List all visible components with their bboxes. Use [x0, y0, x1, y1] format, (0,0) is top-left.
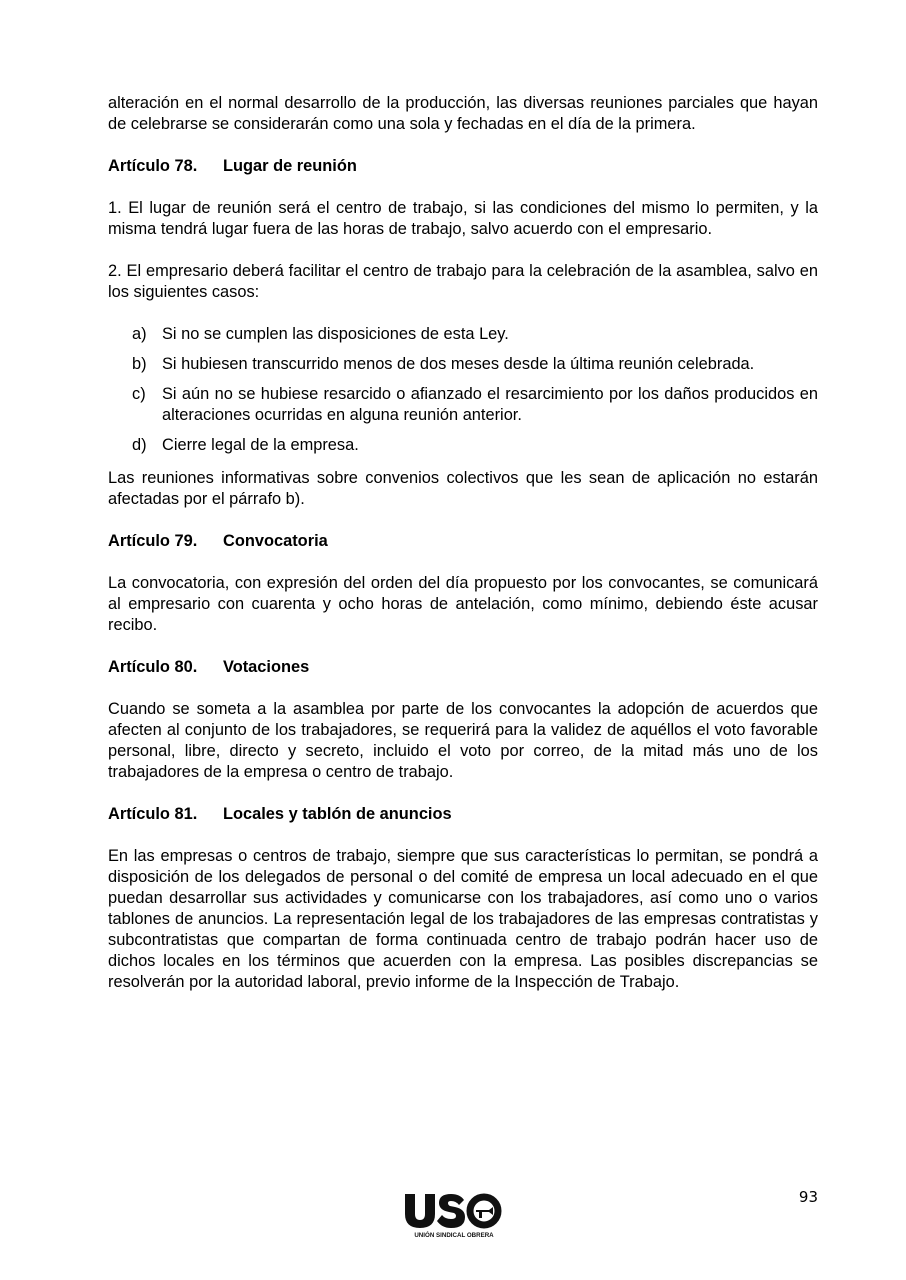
article-79-paragraph-1: La convocatoria, con expresión del orden del día propuesto por los convocantes, se comunicará al empresario con cuarenta y ocho horas de antelación, como mínimo, debiendo éste acusar recibo.: [108, 574, 818, 634]
list-marker: d): [132, 436, 147, 454]
list-marker: b): [132, 355, 147, 373]
article-81-heading: [108, 804, 818, 825]
intro-paragraph: alteración en el normal desarrollo de la producción, las diversas reuniones parciales que hayan de celebrarse se considerarán como una sola y fechadas en el día de la primera.: [108, 94, 818, 133]
article-81-number: Artículo 81.: [108, 805, 198, 823]
article-79-title: Convocatoria: [223, 532, 328, 550]
article-78-closing: Las reuniones informativas sobre convenios colectivos que les sean de aplicación no estarán afectadas por el párrafo b).: [108, 469, 818, 508]
uso-logo-mark: [403, 1190, 505, 1240]
list-item: [108, 435, 818, 456]
list-item-text: Si no se cumplen las disposiciones de esta Ley.: [162, 325, 509, 343]
article-80-heading: [108, 657, 818, 678]
article-79-heading: [108, 531, 818, 552]
article-78-paragraph-2: 2. El empresario deberá facilitar el centro de trabajo para la celebración de la asamblea, salvo en los siguientes casos:: [108, 262, 818, 301]
article-78-heading: [108, 156, 818, 177]
list-item: [108, 384, 818, 426]
svg-text:UNIÓN SINDICAL OBRERA: UNIÓN SINDICAL OBRERA: [414, 1232, 494, 1239]
article-78-title: Lugar de reunión: [223, 157, 357, 175]
list-item: [108, 354, 818, 375]
uso-logo: [403, 1190, 505, 1240]
article-80-paragraph-1: Cuando se someta a la asamblea por parte de los convocantes la adopción de acuerdos que afecten al conjunto de los trabajadores, se requerirá para la validez de aquéllos el voto favorable personal, libre, directo y secreto, incluido el voto por correo, de la mitad más uno de los trabajadores de la empresa o centro de trabajo.: [108, 700, 818, 781]
article-79-number: Artículo 79.: [108, 532, 198, 550]
list-item: [108, 324, 818, 345]
list-item-text: Si hubiesen transcurrido menos de dos meses desde la última reunión celebrada.: [162, 355, 755, 373]
document-body: [108, 93, 818, 1014]
article-81-title: Locales y tablón de anuncios: [223, 805, 452, 823]
article-78-list: [108, 324, 818, 456]
list-item-text: Si aún no se hubiese resarcido o afianzado el resarcimiento por los daños producidos en alteraciones ocurridas en alguna reunión anterior.: [162, 385, 818, 424]
article-78-paragraph-1: 1. El lugar de reunión será el centro de trabajo, si las condiciones del mismo lo permiten, y la misma tendrá lugar fuera de las horas de trabajo, salvo acuerdo con el empresario.: [108, 199, 818, 238]
article-80-title: Votaciones: [223, 658, 310, 676]
list-item-text: Cierre legal de la empresa.: [162, 436, 359, 454]
article-78-number: Artículo 78.: [108, 157, 198, 175]
article-80-number: Artículo 80.: [108, 658, 198, 676]
list-marker: a): [132, 325, 147, 343]
list-marker: c): [132, 385, 146, 403]
page-number: 93: [798, 1188, 818, 1206]
article-81-paragraph-1: En las empresas o centros de trabajo, siempre que sus características lo permitan, se pondrá a disposición de los delegados de personal o del comité de empresa un local adecuado en el que puedan desarrollar sus actividades y comunicarse con los trabajadores, así como uno o varios tablones de anuncios. La representación legal de los trabajadores de las empresas contratistas y subcontratistas que compartan de forma continuada centro de trabajo podrán hacer uso de dichos locales en los términos que acuerden con la empresa. Las posibles discrepancias se resolverán por la autoridad laboral, previo informe de la Inspección de Trabajo.: [108, 847, 818, 991]
